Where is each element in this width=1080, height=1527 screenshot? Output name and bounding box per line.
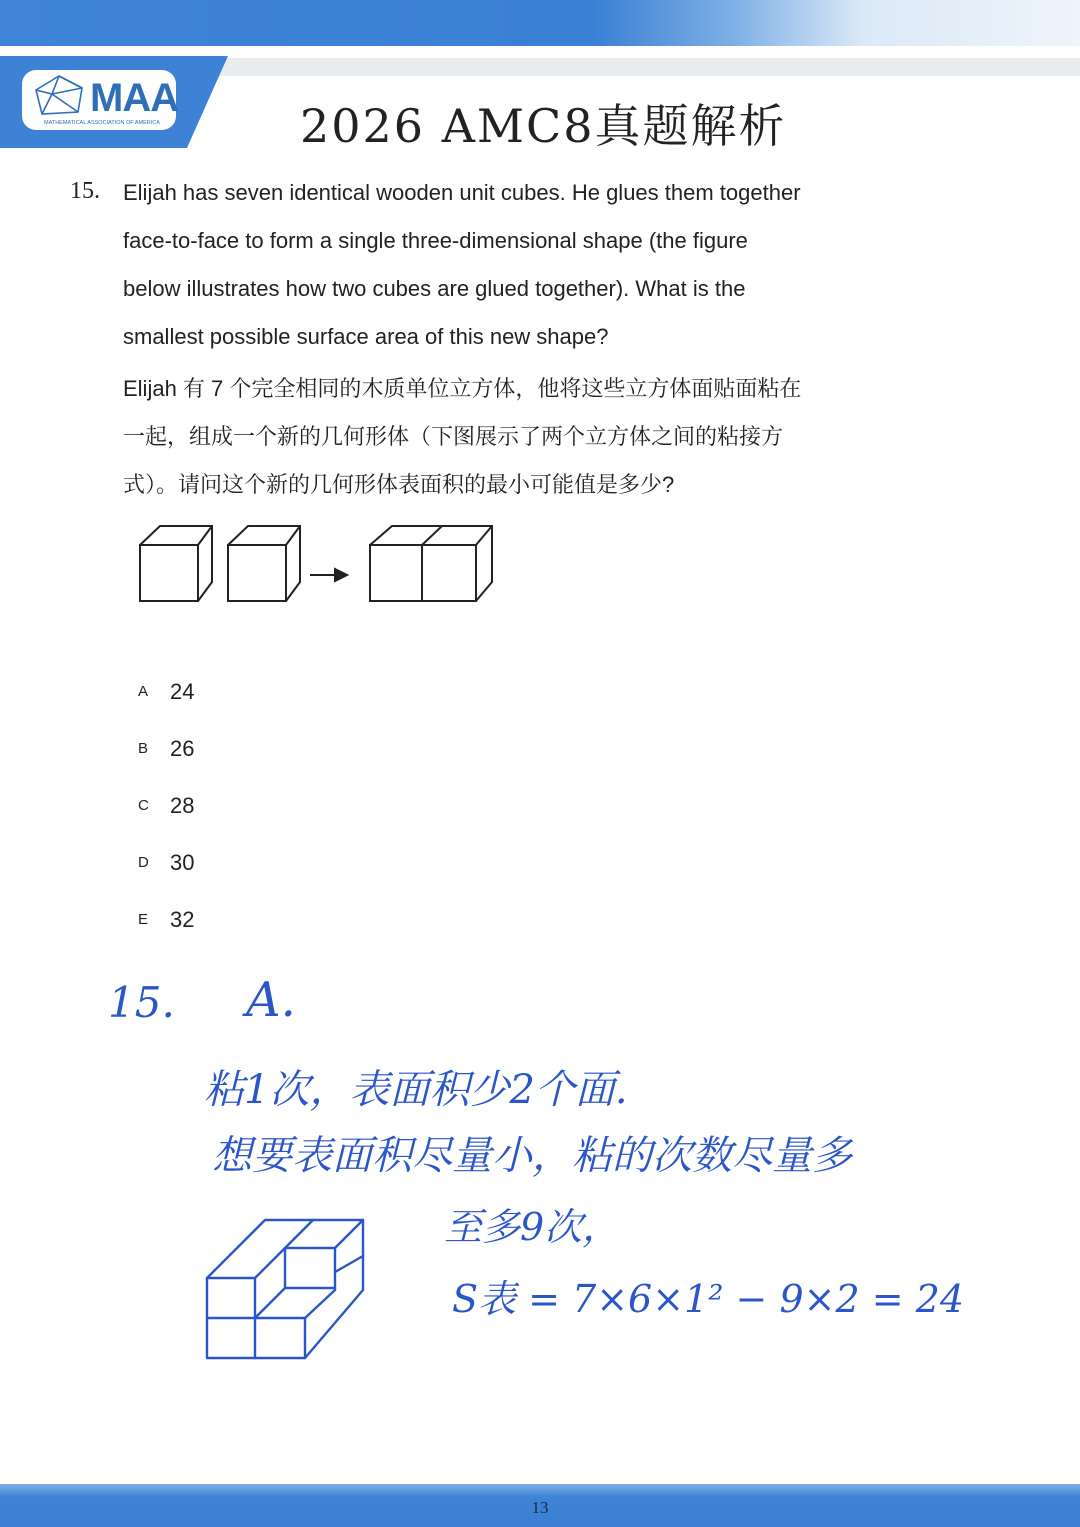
solution-formula: S表 = 7×6×1² − 9×2 = 24 [452,1277,965,1321]
icosahedron-icon [32,74,86,118]
option-value: 30 [170,850,195,875]
question-line-zh: 式）。请问这个新的几何形体表面积的最小可能值是多少? [123,472,675,497]
solution-line: 至多9次， [444,1205,621,1249]
question-line-zh: Elijah 有 7 个完全相同的木质单位立方体，他将这些立方体面贴面粘在 [123,376,802,401]
cube-gluing-figure [130,520,510,615]
option-value: 28 [170,793,195,818]
solution-number: 15. [108,978,175,1027]
question-number: 15. [70,178,100,204]
solution-line: 粘1次，表面积少2个面. [204,1067,628,1113]
cube-stack-sketch [195,1212,380,1367]
page-title: 2026 AMC8真题解析 [300,99,787,153]
option-letter: E [138,911,149,928]
question-line: Elijah has seven identical wooden unit cubes. He glues them together [123,180,801,205]
option-letter: D [138,854,149,871]
option-letter: B [138,740,149,757]
option-value: 24 [170,679,195,704]
question-line: below illustrates how two cubes are glued together). What is the [123,276,746,301]
solution-answer: A. [246,972,296,1028]
option-value: 32 [170,907,195,932]
page-number: 13 [531,1498,549,1517]
option-letter: A [138,683,149,700]
logo-text: MAA [90,76,179,120]
question-line: face-to-face to form a single three-dimensional shape (the figure [123,228,748,253]
header-top-bar [0,0,1080,46]
question-line: smallest possible surface area of this new shape? [123,324,609,349]
option-value: 26 [170,736,195,761]
logo-subtitle: MATHEMATICAL ASSOCIATION OF AMERICA [44,120,160,126]
question-line-zh: 一起，组成一个新的几何形体（下图展示了两个立方体之间的粘接方 [123,424,784,449]
option-letter: C [138,797,149,814]
solution-line: 想要表面积尽量小，粘的次数尽量多 [212,1133,852,1179]
